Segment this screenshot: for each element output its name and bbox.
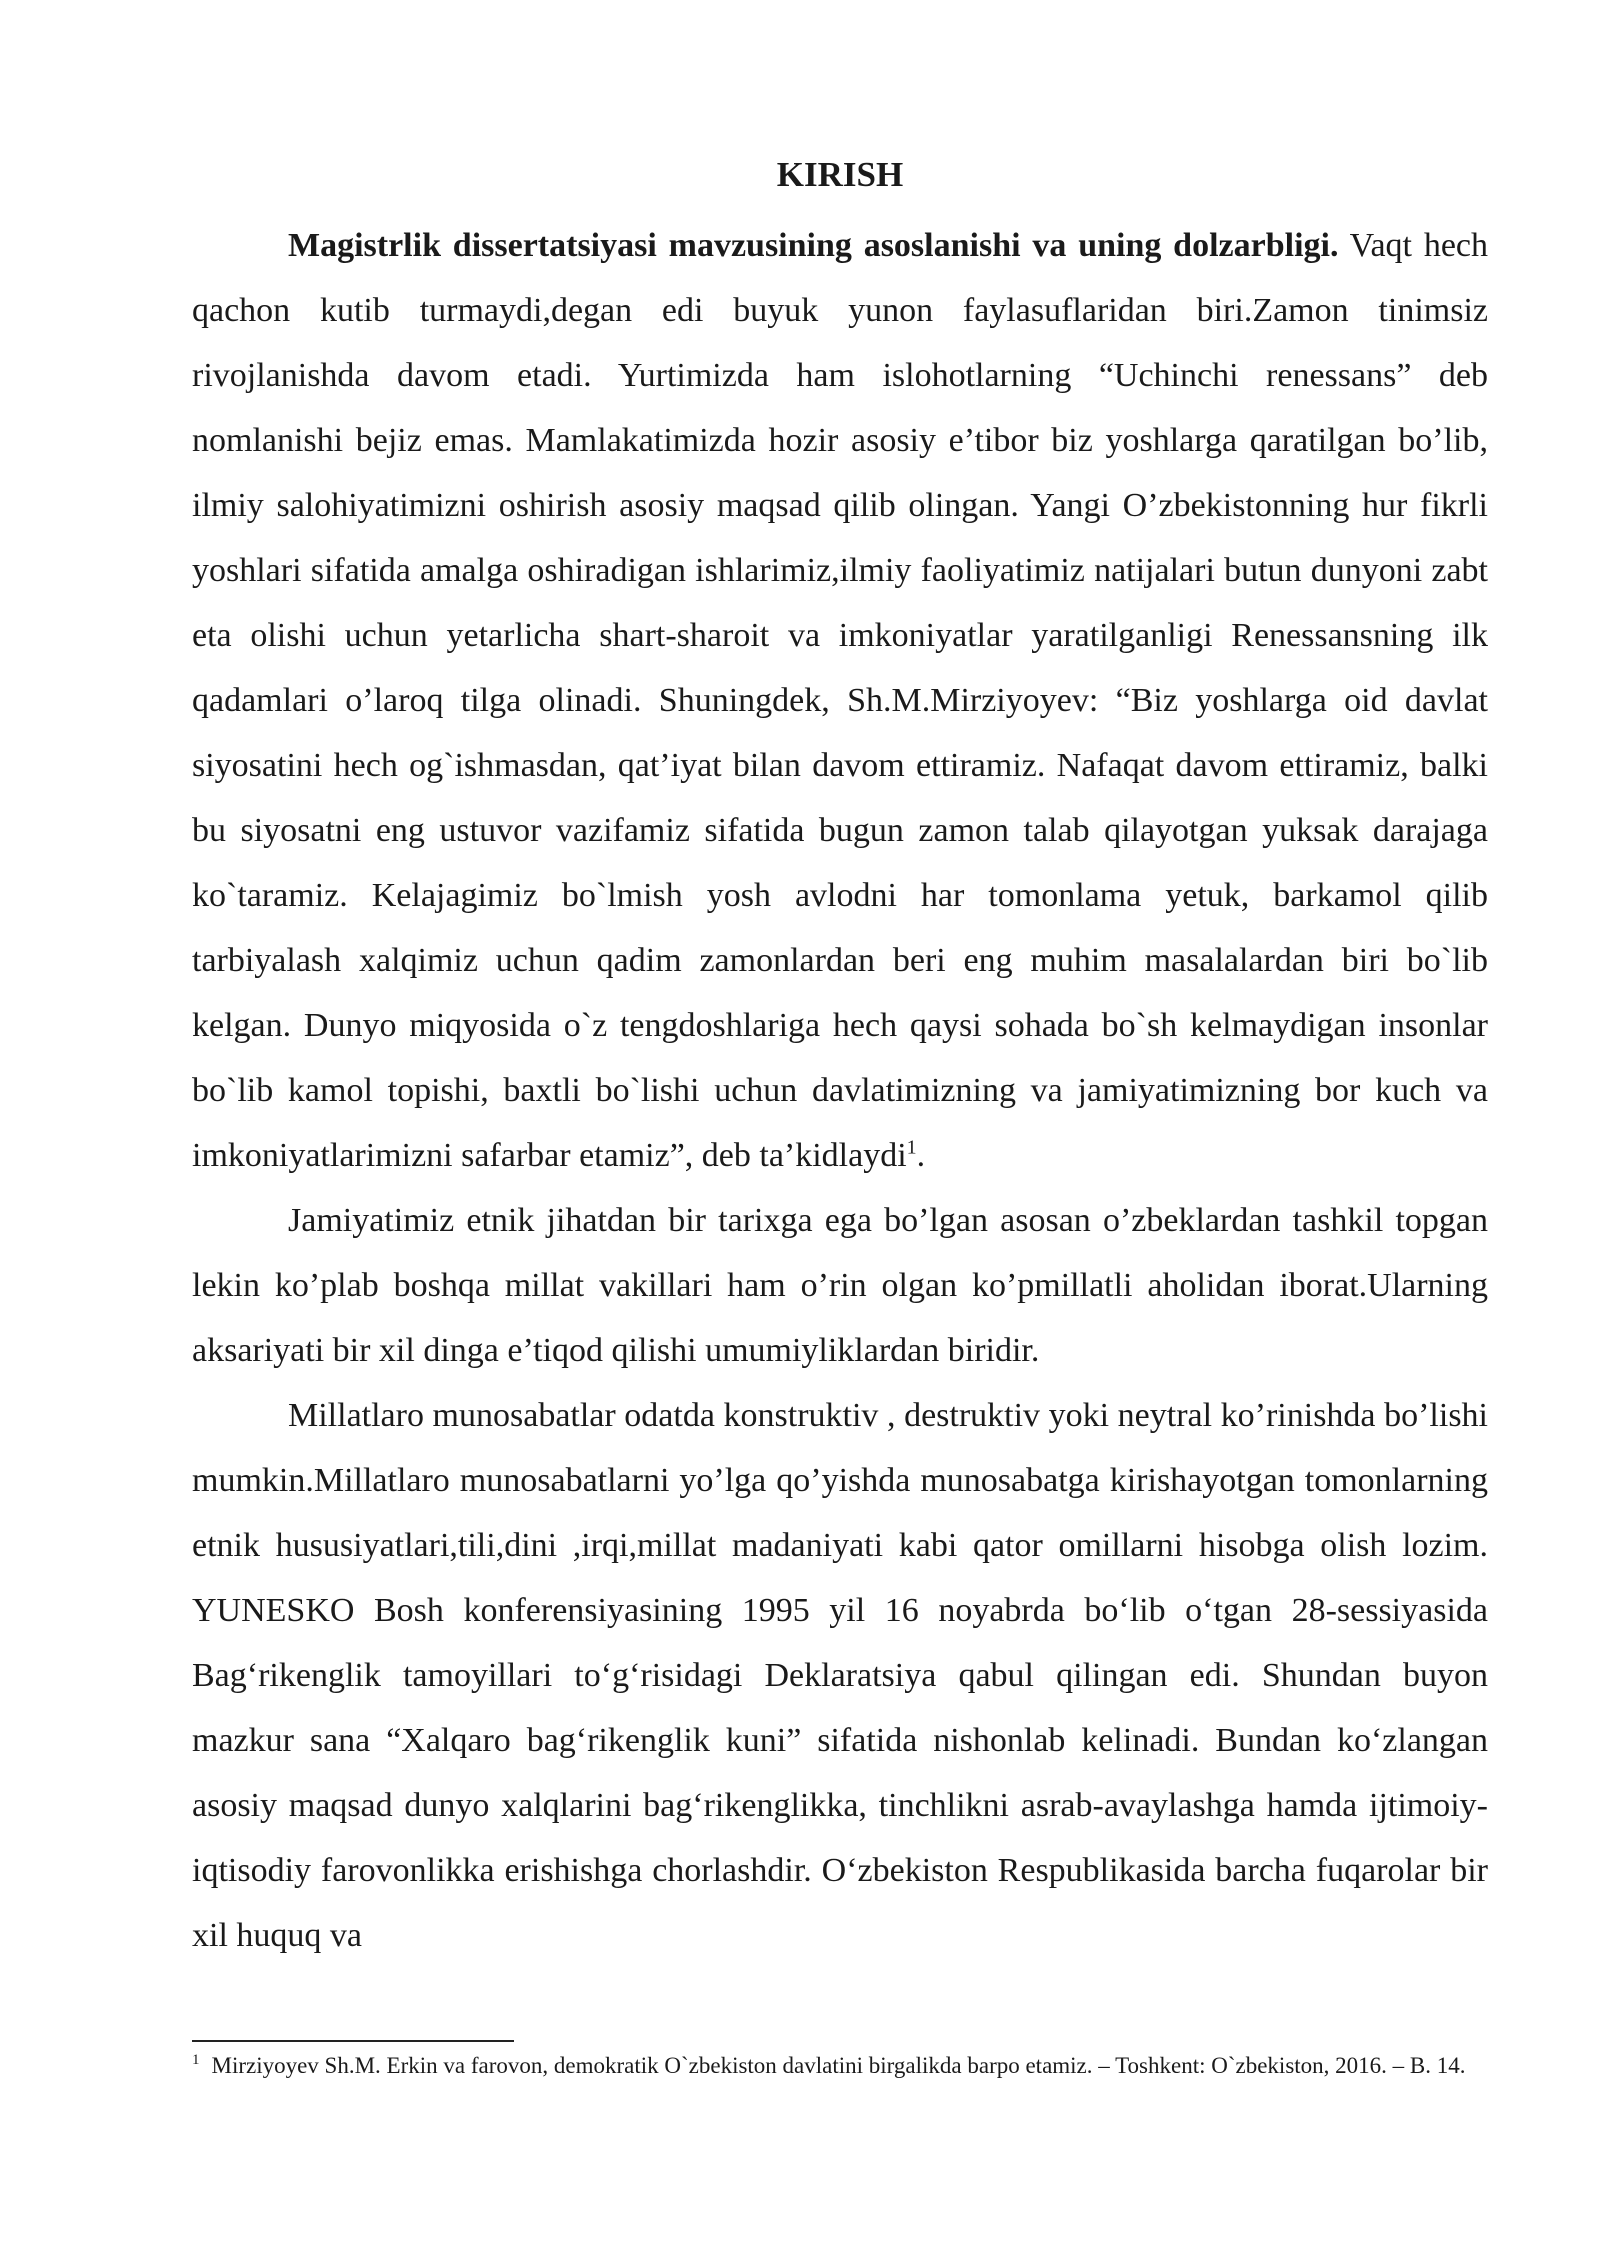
footnote-text: Mirziyoyev Sh.M. Erkin va farovon, demokratik O`zbekiston davlatini birgalikda barpo etamiz. – Toshkent: O`zbekiston, 2016. – B. 14. (211, 2053, 1466, 2078)
footnote-number: 1 (192, 2052, 200, 2069)
paragraph-3: Millatlaro munosabatlar odatda konstruktiv , destruktiv yoki neytral ko’rinishda bo’lishi mumkin.Millatlaro munosabatlarni yo’lga qo’yishda munosabatga kirishayotgan tomonlarning etnik hususiyatlari,tili,dini ,irqi,millat madaniyati kabi qator omillarni hisobga olish lozim. YUNESKO Bosh konferensiyasining 1995 yil 16 noyabrda bo‘lib o‘tgan 28-sessiyasida Bag‘rikenglik tamoyillari to‘g‘risidagi Deklaratsiya qabul qilingan edi. Shundan buyon mazkur sana “Xalqaro bag‘rikenglik kuni” sifatida nishonlab kelinadi. Bundan ko‘zlangan asosiy maqsad dunyo xalqlarini bag‘rikenglikka, tinchlikni asrab-avaylashga hamda ijtimoiy-iqtisodiy farovonlikka erishishga chorlashdir. O‘zbekiston Respublikasida barcha fuqarolar bir xil huquq va (192, 1397, 1488, 1954)
footnote-reference[interactable]: 1 (906, 1136, 917, 1159)
page-body (192, 150, 1488, 1968)
footnote-separator (192, 2040, 514, 2042)
page-title: KIRISH (776, 155, 904, 194)
section-heading: Magistrlik dissertatsiyasi mavzusining asoslanishi va uning dolzarbligi. (288, 227, 1339, 264)
paragraph-1-text: Vaqt hech qachon kutib turmaydi,degan edi buyuk yunon faylasuflaridan biri.Zamon tinimsiz rivojlanishda davom etadi. Yurtimizda ham islohotlarning “Uchinchi renessans” deb nomlanishi bejiz emas. Mamlakatimizda hozir asosiy e’tibor biz yoshlarga qaratilgan bo’lib, ilmiy salohiyatimizni oshirish asosiy maqsad qilib olingan. Yangi O’zbekistonning hur fikrli yoshlari sifatida amalga oshiradigan ishlarimiz,ilmiy faoliyatimiz natijalari butun dunyoni zabt eta olishi uchun yetarlicha shart-sharoit va imkoniyatlar yaratilganligi Renessansning ilk qadamlari o’laroq tilga olinadi. Shuningdek, Sh.M.Mirziyoyev: “Biz yoshlarga oid davlat siyosatini hech og`ishmasdan, qat’iyat bilan davom ettiramiz. Nafaqat davom ettiramiz, balki bu siyosatni eng ustuvor vazifamiz sifatida bugun zamon talab qilayotgan yuksak darajaga ko`taramiz. Kelajagimiz bo`lmish yosh avlodni har tomonlama yetuk, barkamol qilib tarbiyalash xalqimiz uchun qadim zamonlardan beri eng muhim masalalardan biri bo`lib kelgan. Dunyo miqyosida o`z tengdoshlariga hech qaysi sohada bo`sh kelmaydigan insonlar bo`lib kamol topishi, baxtli bo`lishi uchun davlatimizning va jamiyatimizning bor kuch va imkoniyatlarimizni safarbar etamiz”, deb ta’kidlaydi (192, 227, 1488, 1174)
footnote (192, 2048, 1488, 2083)
paragraph-1 (192, 213, 1488, 1188)
paragraph-2: Jamiyatimiz etnik jihatdan bir tarixga ega bo’lgan asosan o’zbeklardan tashkil topgan lekin ko’plab boshqa millat vakillari ham o’rin olgan ko’pmillatli aholidan iborat.Ularning aksariyati bir xil dinga e’tiqod qilishi umumiyliklardan biridir. (192, 1202, 1488, 1369)
paragraph-1-end: . (916, 1137, 926, 1174)
